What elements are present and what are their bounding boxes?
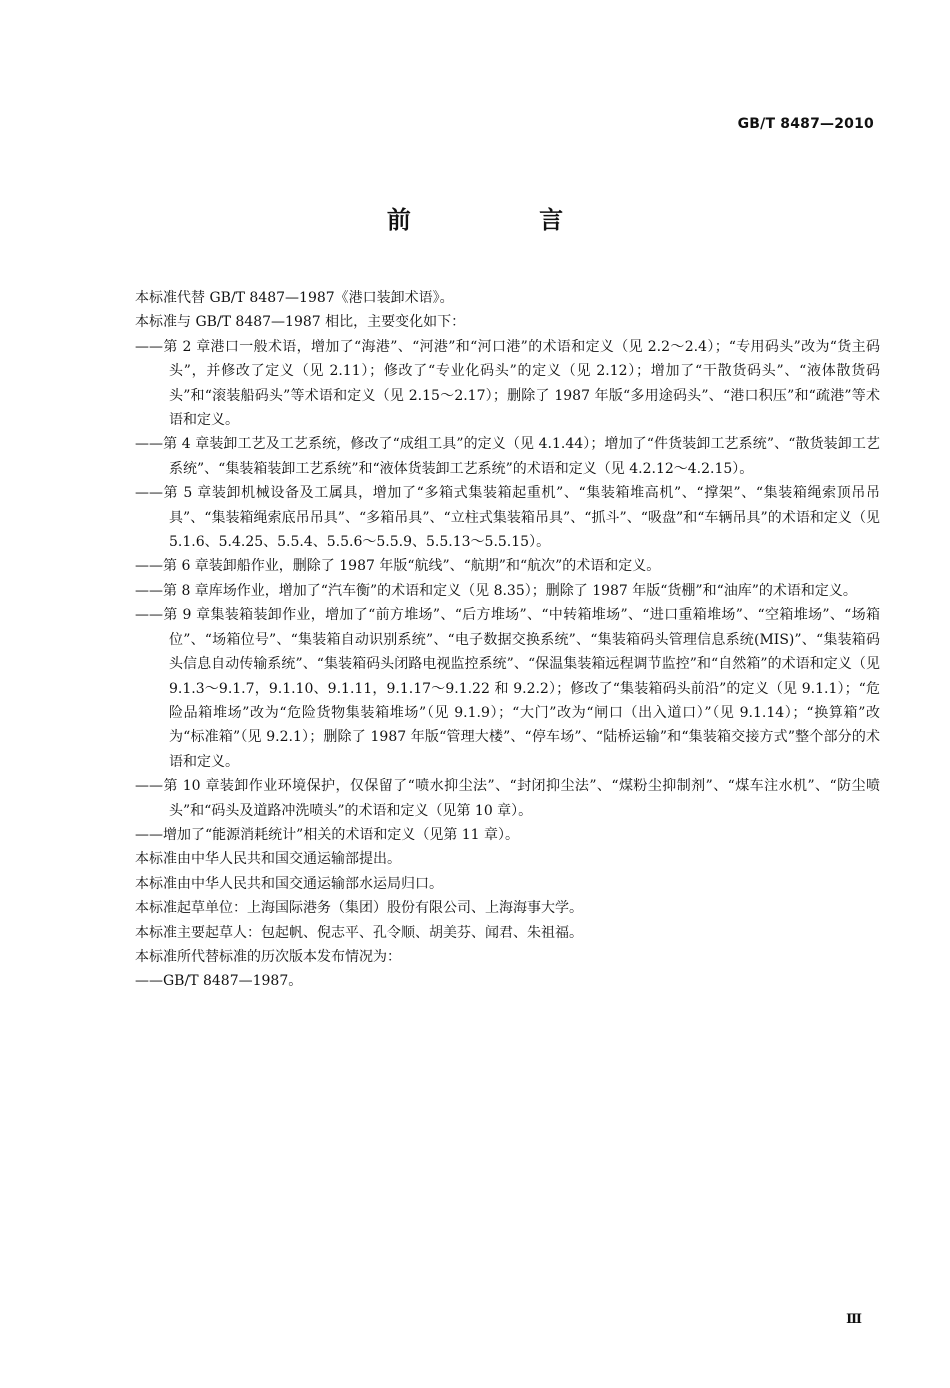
page-number: Ⅲ bbox=[846, 1312, 862, 1327]
paragraph-replaces: 本标准代替 GB/T 8487—1987《港口装卸术语》。 bbox=[135, 290, 454, 306]
change-item-chapter-11: ——增加了“能源消耗统计”相关的术语和定义（见第 11 章）。 bbox=[135, 826, 520, 843]
change-item-chapter-6: ——第 6 章装卸船作业，删除了 1987 年版“航线”、“航期”和“航次”的术语和定义。 bbox=[135, 558, 661, 575]
standard-number: GB/T 8487—2010 bbox=[737, 116, 874, 132]
paragraph-under-jurisdiction: 本标准由中华人民共和国交通运输部水运局归口。 bbox=[135, 875, 443, 892]
change-item-chapter-2: ——第 2 章港口一般术语，增加了“海港”、“河港”和“河口港”的术语和定义（见 2.2～2.4）；“专用码头”改为“货主码头”，并修改了定义（见 2.11）；修改了“专业化码头”的定义（见 2.12）；增加了“干散货码头”、“液体散货码头”和“滚装船码头”等术语和定义（见 2.15～2.17）；删除了 1987 年版“多用途码头”、“港口积压”和“疏港”等术语和定义。 bbox=[135, 338, 880, 429]
paragraph-drafters: 本标准主要起草人：包起帆、倪志平、孔令顺、胡美芬、闻君、朱祖福。 bbox=[135, 924, 583, 941]
change-item-chapter-10: ——第 10 章装卸作业环境保护，仅保留了“喷水抑尘法”、“封闭抑尘法”、“煤粉尘抑制剂”、“煤车注水机”、“防尘喷头”和“码头及道路冲洗喷头”的术语和定义（见第 10 章）。 bbox=[135, 778, 880, 819]
paragraph-proposed-by: 本标准由中华人民共和国交通运输部提出。 bbox=[135, 851, 401, 868]
change-item-chapter-5: ——第 5 章装卸机械设备及工属具，增加了“多箱式集装箱起重机”、“集装箱堆高机”、“撑架”、“集装箱绳索顶吊吊具”、“集装箱绳索底吊吊具”、“多箱吊具”、“立柱式集装箱吊具”、“抓斗”、“吸盘”和“车辆吊具”的术语和定义（见 5.1.6、5.4.25、5.5.4、5.5.6～5.5.9、5.5.13～5.5.15）。 bbox=[135, 485, 880, 551]
change-item-chapter-4: ——第 4 章装卸工艺及工艺系统，修改了“成组工具”的定义（见 4.1.44）；增加了“件货装卸工艺系统”、“散货装卸工艺系统”、“集装箱装卸工艺系统”和“液体货装卸工艺系统”的术语和定义（见 4.2.12～4.2.15）。 bbox=[135, 436, 880, 477]
paragraph-changes-intro: 本标准与 GB/T 8487—1987 相比，主要变化如下： bbox=[135, 314, 466, 331]
paragraph-drafting-units: 本标准起草单位：上海国际港务（集团）股份有限公司、上海海事大学。 bbox=[135, 900, 583, 917]
paragraph-previous-editions: 本标准所代替标准的历次版本发布情况为： bbox=[135, 948, 401, 965]
change-item-chapter-8: ——第 8 章库场作业，增加了“汽车衡”的术语和定义（见 8.35）；删除了 1987 年版“货棚”和“油库”的术语和定义。 bbox=[135, 582, 857, 599]
change-item-chapter-9: ——第 9 章集装箱装卸作业，增加了“前方堆场”、“后方堆场”、“中转箱堆场”、“进口重箱堆场”、“空箱堆场”、“场箱位”、“场箱位号”、“集装箱自动识别系统”、“电子数据交换系统”、“集装箱码头管理信息系统(MIS)”、“集装箱码头信息自动传输系统”、“集装箱码头闭路电视监控系统”、“保温集装箱远程调节监控”和“自然箱”的术语和定义（见 9.1.3～9.1.7，9.1.10、9.1.11，9.1.17～9.1.22 和 9.2.2）；修改了“集装箱码头前沿”的定义（见 9.1.1）；“危险品箱堆场”改为“危险货物集装箱堆场”（见 9.1.9）；“大门”改为“闸口（出入道口）”（见 9.1.14）；“换算箱”改为“标准箱”（见 9.2.1）；删除了 1987 年版“管理大楼”、“停车场”、“陆桥运输”和“集装箱交接方式”整个部分的术语和定义。 bbox=[135, 607, 880, 770]
foreword-body bbox=[135, 286, 880, 994]
previous-edition-item: ——GB/T 8487—1987。 bbox=[135, 973, 303, 990]
page-title: 前 言 bbox=[386, 206, 624, 234]
